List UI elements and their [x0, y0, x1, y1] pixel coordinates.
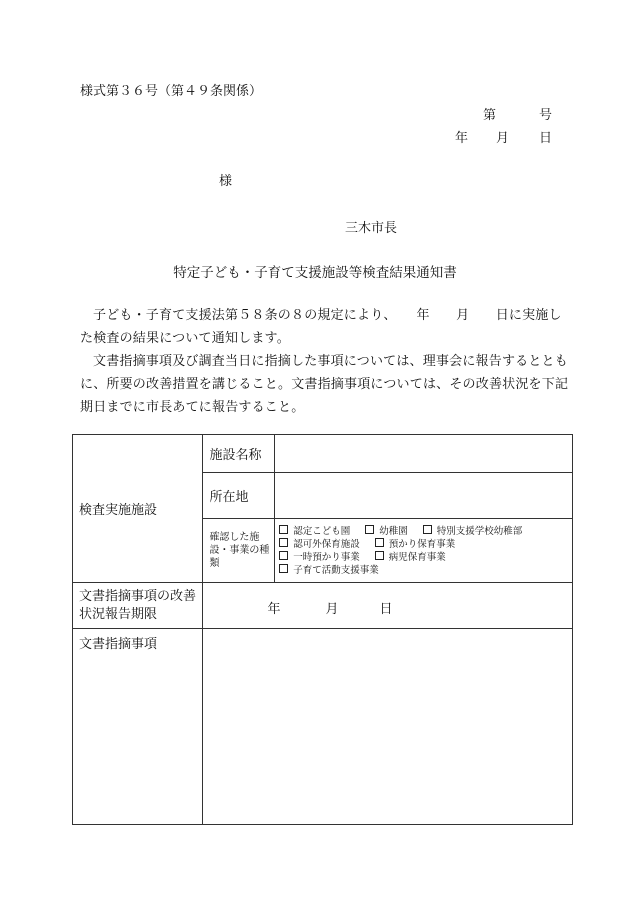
checkbox-icon[interactable]	[279, 525, 288, 534]
deadline-year: 年	[267, 601, 281, 617]
checkbox-icon[interactable]	[279, 538, 288, 547]
body-paragraph-1: 子ども・子育て支援法第５８条の８の規定により、 年 月 日に実施した検査の結果について通知します。	[80, 308, 562, 346]
option-azukari-hoiku[interactable]: 預かり保育事業	[375, 539, 456, 550]
facility-type-label: 確認した施設・事業の種類	[203, 519, 275, 583]
checkbox-icon[interactable]	[279, 551, 288, 560]
issue-number-prefix: 第	[483, 108, 497, 123]
checkbox-icon[interactable]	[423, 525, 432, 534]
issue-date-year: 年	[455, 131, 469, 146]
body-paragraph-2: 文書指摘事項及び調査当日に指摘した事項については、理事会に報告するとともに、所要の改善措置を講じること。文書指摘事項については、その改善状況を下記期日までに市長あてに報告すること。	[80, 354, 569, 415]
checkbox-icon[interactable]	[375, 551, 384, 560]
body-text	[80, 304, 572, 419]
option-ichiji-azukari[interactable]: 一時預かり事業	[279, 552, 360, 563]
option-nintei-kodomoen[interactable]: 認定こども園	[279, 526, 350, 537]
facility-name-label: 施設名称	[203, 435, 275, 473]
checkbox-icon[interactable]	[365, 525, 374, 534]
option-tokubetsu-shien[interactable]: 特別支援学校幼稚部	[423, 526, 523, 537]
inspected-facility-label: 検査実施施設	[73, 435, 203, 583]
location-field[interactable]	[275, 473, 573, 519]
facility-type-options	[275, 519, 573, 583]
deadline-day: 日	[379, 601, 393, 617]
inspection-table	[72, 434, 573, 825]
deadline-field[interactable]	[203, 583, 573, 629]
issue-number-suffix: 号	[539, 108, 553, 123]
facility-name-field[interactable]	[275, 435, 573, 473]
deadline-month: 月	[325, 601, 339, 617]
deadline-label: 文書指摘事項の改善状況報告期限	[73, 583, 203, 629]
findings-field[interactable]	[203, 629, 573, 825]
issue-date-month: 月	[496, 131, 510, 146]
option-youchien[interactable]: 幼稚園	[365, 526, 408, 537]
findings-label: 文書指摘事項	[73, 629, 203, 825]
checkbox-icon[interactable]	[279, 564, 288, 573]
form-number: 様式第３６号（第４９条関係）	[80, 84, 263, 99]
issue-date-day: 日	[539, 131, 553, 146]
document-title: 特定子ども・子育て支援施設等検査結果通知書	[173, 265, 457, 281]
sender: 三木市長	[345, 221, 398, 236]
checkbox-icon[interactable]	[375, 538, 384, 547]
location-label: 所在地	[203, 473, 275, 519]
option-ninkagai-hoiku[interactable]: 認可外保育施設	[279, 539, 360, 550]
option-kosodate-katsudou[interactable]: 子育て活動支援事業	[279, 565, 379, 576]
option-byoji-hoiku[interactable]: 病児保育事業	[375, 552, 446, 563]
addressee: 様	[219, 174, 233, 189]
